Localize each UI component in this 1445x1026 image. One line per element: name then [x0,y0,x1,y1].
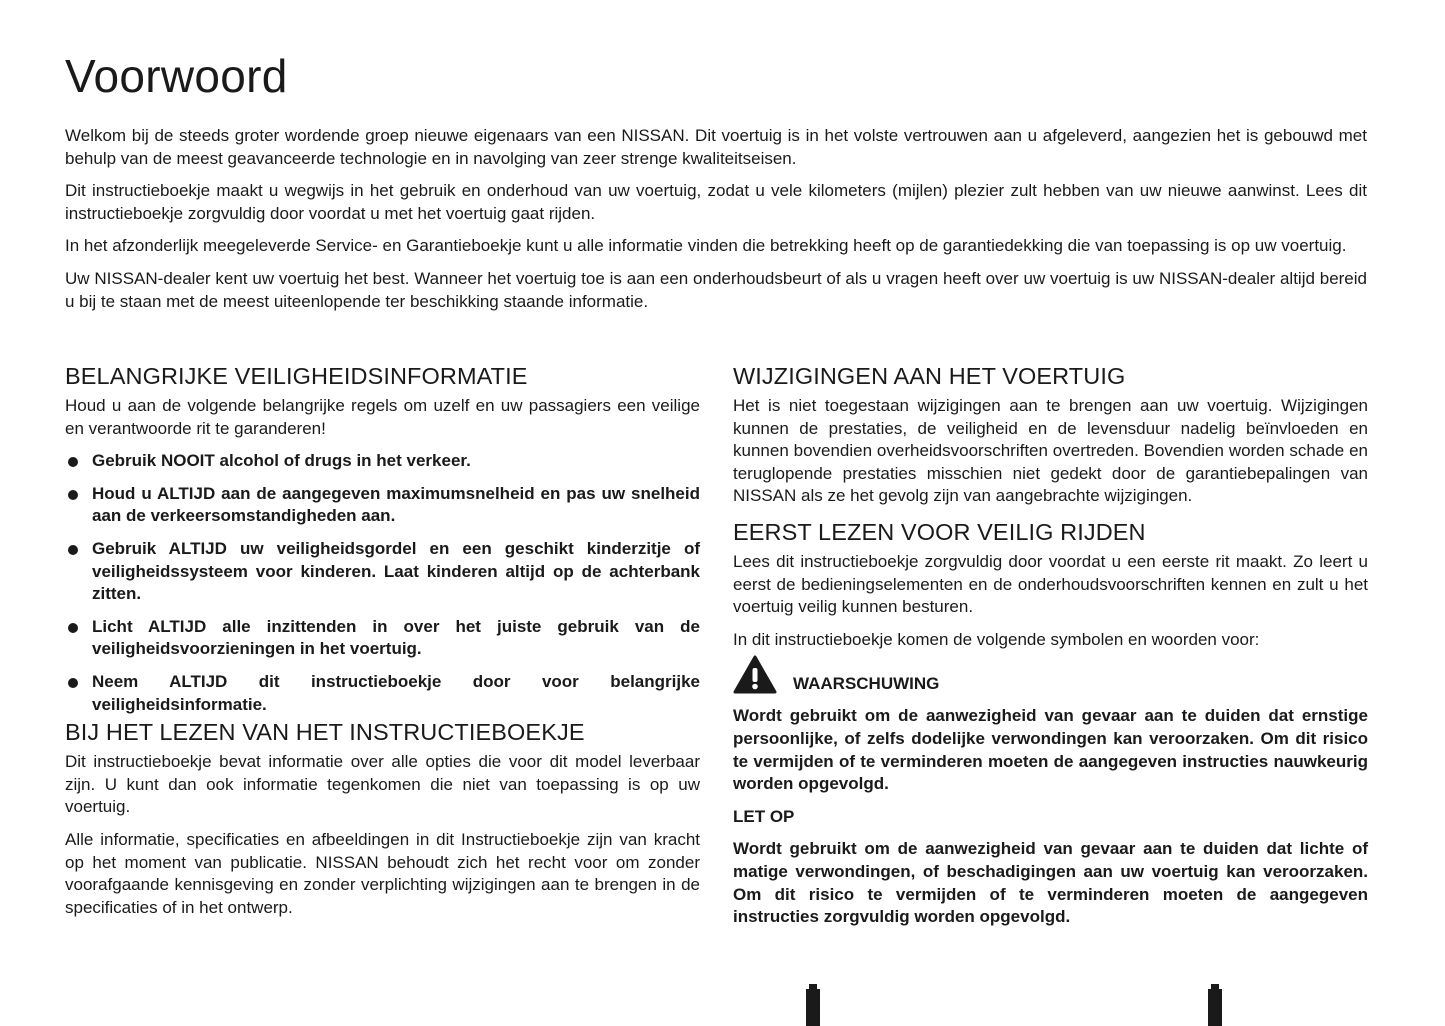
intro-paragraph: Dit instructieboekje maakt u wegwijs in het gebruik en onderhoud van uw voertuig, zodat u vele kilometers (mijlen) plezier zult hebben van uw nieuwe aanwinst. Lees dit instructieboekje zorgvuldig door voordat u met het voertuig gaat rijden. [65,181,1367,223]
first-read-heading: EERST LEZEN VOOR VEILIG RIJDEN [733,518,1146,545]
safety-rule: Gebruik NOOIT alcohol of drugs in het verkeer. [65,450,700,473]
safety-rule: Gebruik ALTIJD uw veiligheidsgordel en een geschikt kinderzitje of veiligheidssysteem voor kinderen. Laat kinderen altijd op de achterbank zitten. [65,538,700,606]
modifications-heading: WIJZIGINGEN AAN HET VOERTUIG [733,363,1126,389]
warning-label: WAARSCHUWING [793,674,940,694]
intro-section [65,125,1367,313]
safety-intro: Houd u aan de volgende belangrijke regels om uzelf en uw passagiers een veilige en verantwoorde rit te garanderen! [65,396,700,438]
bullet-icon [68,457,78,467]
warning-row [733,655,1368,695]
right-column [733,362,1368,939]
warning-text: Wordt gebruikt om de aanwezigheid van gevaar aan te duiden dat ernstige persoonlijke, of zelfs dodelijke verwondingen kan veroorzaken. Om dit risico te vermijden of te verminderen moeten de aangegeven instructies nauwkeurig worden opgevolgd. [733,706,1368,794]
first-read-paragraph: In dit instructieboekje komen de volgende symbolen en woorden voor: [733,629,1260,649]
bullet-icon [68,678,78,688]
caution-label: LET OP [733,806,795,826]
intro-paragraph: Welkom bij de steeds groter wordende groep nieuwe eigenaars van een NISSAN. Dit voertuig is in het volste vertrouwen aan u afgeleverd, aangezien het is gebouwd met behulp van de meest geavanceerde technologie en in navolging van zeer strenge kwaliteitseisen. [65,126,1367,168]
binding-mark-icon [1206,984,1224,1026]
reading-heading: BIJ HET LEZEN VAN HET INSTRUCTIEBOEKJE [65,719,585,746]
caution-text: Wordt gebruikt om de aanwezigheid van gevaar aan te duiden dat lichte of matige verwondingen, of beschadigingen aan uw voertuig kan veroorzaken. Om dit risico te vermijden of te verminderen moeten de aangegeven instructies zorgvuldig worden opgevolgd. [733,839,1368,927]
bullet-icon [68,490,78,500]
safety-heading: BELANGRIJKE VEILIGHEIDSINFORMATIE [65,363,528,389]
binding-mark-icon [804,984,822,1026]
modifications-text: Het is niet toegestaan wijzigingen aan te brengen aan uw voertuig. Wijzigingen kunnen de prestaties, de veiligheid en de levensduur nadelig beïnvloeden en kunnen bovendien overheidsvoorschriften overtreden. Bovendien worden schade en teruglopende prestaties misschien niet gedekt door de garantiebepalingen van NISSAN als ze het gevolg zijn van aangebrachte wijzigingen. [733,396,1368,506]
page-title: Voorwoord [65,50,288,102]
reading-paragraph: Dit instructieboekje bevat informatie over alle opties die voor dit model leverbaar zijn. U kunt dan ook informatie tegenkomen die niet van toepassing is op uw voertuig. [65,752,700,817]
reading-paragraph: Alle informatie, specificaties en afbeeldingen in dit Instructieboekje zijn van kracht op het moment van publicatie. NISSAN behoudt zich het recht voor om zonder voorafgaande kennisgeving en zonder verplichting wijzigingen aan te brengen in de specificaties of in het ontwerp. [65,829,700,917]
bullet-icon [68,623,78,633]
first-read-paragraph: Lees dit instructieboekje zorgvuldig door voordat u een eerste rit maakt. Zo leert u eerst de bedieningselementen en de onderhoudsvoorschriften kennen en zult u het voertuig veilig kunnen besturen. [733,551,1368,617]
safety-rules-list [65,450,700,716]
safety-rule: Neem ALTIJD dit instructieboekje door voor belangrijke veiligheidsinformatie. [65,671,700,716]
warning-triangle-icon [733,655,777,695]
bullet-icon [68,545,78,555]
left-column [65,362,700,929]
intro-paragraph: Uw NISSAN-dealer kent uw voertuig het best. Wanneer het voertuig toe is aan een onderhoudsbeurt of als u vragen heeft over uw voertuig is uw NISSAN-dealer altijd bereid u bij te staan met de meest uiteenlopende ter beschikking staande informatie. [65,268,1367,311]
safety-rule: Licht ALTIJD alle inzittenden in over het juiste gebruik van de veiligheidsvoorzieningen in het voertuig. [65,616,700,661]
safety-rule: Houd u ALTIJD aan de aangegeven maximumsnelheid en pas uw snelheid aan de verkeersomstandigheden aan. [65,483,700,528]
intro-paragraph: In het afzonderlijk meegeleverde Service- en Garantieboekje kunt u alle informatie vinden die betrekking heeft op de garantiedekking die van toepassing is op uw voertuig. [65,236,1347,256]
